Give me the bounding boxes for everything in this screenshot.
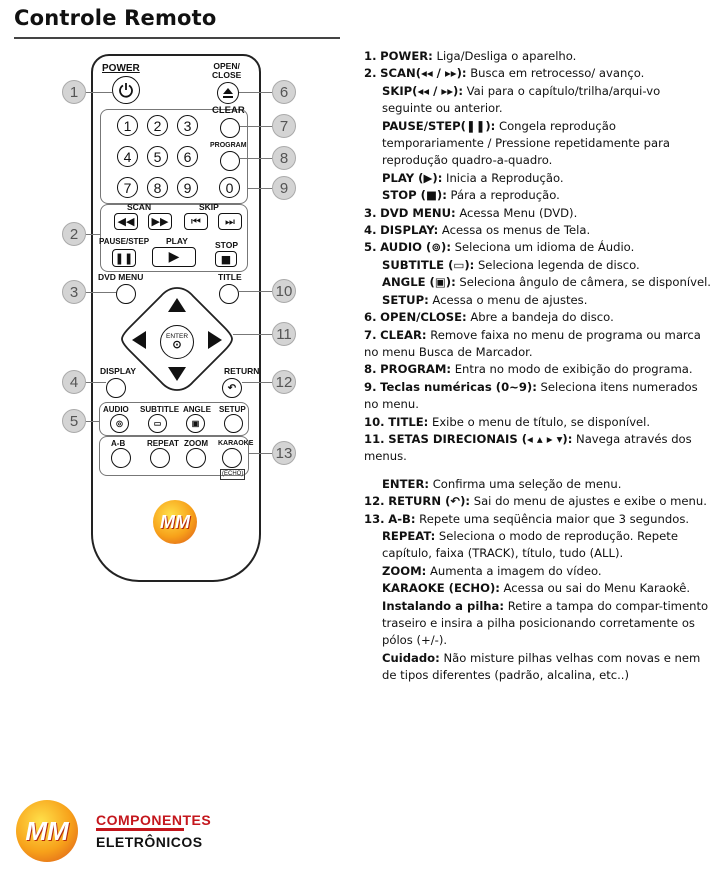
desc-item: 7. CLEAR: Remove faixa no menu de programa ou marca no menu Busca de Marcador.	[364, 327, 701, 359]
number-0-button[interactable]: 0	[219, 177, 240, 198]
desc-item: 9. Teclas numéricas (0~9): Seleciona itens numerados no menu.	[364, 379, 698, 412]
skip-previous-icon: ⏮	[191, 214, 201, 228]
desc-item: REPEAT: Seleciona o modo de reprodução. Repete capítulo, faixa (TRACK), título, tudo (ALL).	[382, 528, 678, 561]
callout-line-7	[240, 126, 272, 127]
desc-item: 2. SCAN(◂◂ / ▸▸): Busca em retrocesso/ avanço.	[364, 66, 645, 81]
stop-button[interactable]	[215, 251, 237, 267]
callout-4: 4	[62, 370, 86, 394]
arrow-down-icon	[166, 363, 188, 385]
desc-item: SUBTITLE (▭): Seleciona legenda de disco.	[382, 257, 640, 272]
desc-item: 12. RETURN (↶): Sai do menu de ajustes e exibe o menu.	[364, 494, 707, 509]
arrow-left-icon	[128, 329, 150, 351]
angle-button[interactable]	[186, 414, 205, 433]
callout-line-5	[86, 421, 99, 422]
return-button[interactable]	[222, 378, 242, 398]
desc-item: ENTER: Confirma uma seleção de menu.	[382, 476, 622, 491]
stop-icon: ■	[220, 252, 232, 266]
desc-item: SKIP(◂◂ / ▸▸): Vai para o capítulo/trilha/arqui-vo seguinte ou anterior.	[382, 83, 661, 116]
return-icon: ↶	[227, 382, 237, 394]
enter-label: ENTER	[165, 333, 189, 340]
echo-label: (ECHO)	[220, 469, 245, 480]
setup-label: SETUP	[219, 405, 246, 414]
audio-button[interactable]	[110, 414, 129, 433]
dvd-menu-label: DVD MENU	[98, 272, 144, 282]
arrow-up-icon	[166, 294, 188, 316]
brand-line-1: COMPONENTES	[96, 812, 212, 828]
number-7-button[interactable]: 7	[117, 177, 138, 198]
skip-forward-button[interactable]	[218, 213, 242, 230]
angle-label: ANGLE	[183, 405, 211, 414]
stop-label: STOP	[215, 240, 238, 250]
desc-item: 8. PROGRAM: Entra no modo de exibição do programa.	[364, 362, 693, 377]
callout-line-1	[86, 92, 112, 93]
play-label: PLAY	[166, 236, 188, 246]
descriptions-list	[364, 48, 714, 685]
program-button[interactable]	[220, 151, 240, 171]
number-6-button[interactable]: 6	[177, 146, 198, 167]
play-icon: ▶	[168, 249, 180, 265]
rewind-icon: ◀◀	[117, 215, 135, 228]
skip-next-icon: ⏭	[225, 214, 235, 228]
remote-logo: MM	[153, 500, 197, 544]
number-3-button[interactable]: 3	[177, 115, 198, 136]
desc-item: 5. AUDIO (⊚): Seleciona um idioma de Áudio.	[364, 240, 635, 255]
open-close-label: OPEN/ CLOSE	[212, 61, 242, 80]
zoom-button[interactable]	[186, 448, 206, 468]
power-button[interactable]	[112, 76, 140, 104]
desc-item: SETUP: Acessa o menu de ajustes.	[382, 292, 588, 307]
title-rule	[14, 37, 340, 39]
callout-line-8	[240, 158, 272, 159]
subtitle-button[interactable]	[148, 414, 167, 433]
desc-item: ANGLE (▣): Seleciona ângulo de câmera, se disponível.	[382, 275, 711, 290]
number-1-button[interactable]: 1	[117, 115, 138, 136]
eject-icon	[222, 87, 234, 99]
audio-icon: ◎	[116, 419, 123, 428]
callout-5: 5	[62, 409, 86, 433]
callout-12: 12	[272, 370, 296, 394]
callout-line-6	[239, 92, 272, 93]
open-close-button[interactable]	[217, 82, 239, 104]
ab-label: A-B	[111, 439, 126, 448]
skip-back-button[interactable]	[184, 213, 208, 230]
karaoke-label: KARAOKE	[218, 440, 254, 447]
arrow-left-button[interactable]	[128, 329, 150, 351]
callout-line-9	[248, 188, 272, 189]
callout-10: 10	[272, 279, 296, 303]
enter-dot-icon: ⊙	[172, 339, 182, 351]
display-button[interactable]	[106, 378, 126, 398]
desc-item: 11. SETAS DIRECIONAIS (◂ ▴ ▸ ▾): Navega através dos menus.	[364, 431, 692, 464]
audio-label: AUDIO	[103, 405, 129, 414]
arrow-right-icon	[204, 329, 226, 351]
brand-logo: MM	[16, 800, 78, 862]
brand-divider	[96, 828, 184, 831]
clear-label: CLEAR	[212, 105, 245, 116]
power-label: POWER	[102, 63, 140, 74]
scan-back-button[interactable]	[114, 213, 138, 230]
page-title: Controle Remoto	[14, 6, 217, 30]
callout-line-4	[86, 382, 106, 383]
desc-item: 4. DISPLAY: Acessa os menus de Tela.	[364, 223, 591, 238]
desc-item: STOP (■): Pára a reprodução.	[382, 188, 560, 203]
callout-7: 7	[272, 114, 296, 138]
pause-step-button[interactable]	[112, 249, 136, 267]
pause-step-label: PAUSE/STEP	[99, 237, 150, 246]
title-label: TITLE	[218, 272, 242, 282]
desc-item: PLAY (▶): Inicia a Reprodução.	[382, 170, 564, 185]
callout-line-11	[233, 334, 272, 335]
skip-label: SKIP	[199, 202, 219, 212]
desc-item: 10. TITLE: Exibe o menu de título, se disponível.	[364, 414, 651, 429]
desc-item: 1. POWER: Liga/Desliga o aparelho.	[364, 49, 577, 63]
pause-icon: ❚❚	[114, 251, 134, 265]
callout-9: 9	[272, 176, 296, 200]
zoom-label: ZOOM	[184, 439, 208, 448]
arrow-down-button[interactable]	[166, 363, 188, 385]
callout-1: 1	[62, 80, 86, 104]
callout-6: 6	[272, 80, 296, 104]
brand-line-2: ELETRÔNICOS	[96, 834, 203, 850]
number-2-button[interactable]: 2	[147, 115, 168, 136]
enter-button[interactable]	[160, 325, 194, 359]
callout-line-12	[242, 382, 272, 383]
scan-label: SCAN	[127, 202, 152, 212]
arrow-up-button[interactable]	[166, 294, 188, 316]
desc-item: ZOOM: Aumenta a imagem do vídeo.	[382, 563, 602, 578]
return-label: RETURN	[224, 366, 260, 376]
callout-3: 3	[62, 280, 86, 304]
desc-item: KARAOKE (ECHO): Acessa ou sai do Menu Karaokê.	[382, 581, 691, 596]
number-5-button[interactable]: 5	[147, 146, 168, 167]
desc-item: PAUSE/STEP(❚❚): Congela reprodução temporariamente / Pressione repetidamente para reprodução quadro-a-quadro.	[382, 118, 670, 168]
number-8-button[interactable]: 8	[147, 177, 168, 198]
subtitle-icon: ▭	[153, 419, 162, 428]
desc-item: 13. A-B: Repete uma seqüência maior que 3 segundos.	[364, 511, 690, 526]
desc-item: 6. OPEN/CLOSE: Abre a bandeja do disco.	[364, 310, 614, 325]
clear-button[interactable]	[220, 118, 240, 138]
number-9-button[interactable]: 9	[177, 177, 198, 198]
desc-item: Instalando a pilha: Retire a tampa do compar-timento traseiro e insira a pilha posicionando corretamente os pólos (+/-).	[382, 598, 709, 648]
callout-11: 11	[272, 322, 296, 346]
callout-13: 13	[272, 441, 296, 465]
arrow-right-button[interactable]	[204, 329, 226, 351]
ab-button[interactable]	[111, 448, 131, 468]
callout-line-2	[86, 234, 100, 235]
desc-item: Cuidado: Não misture pilhas velhas com novas e nem de tipos diferentes (padrão, alcalina, etc..)	[382, 650, 701, 683]
callout-2: 2	[62, 222, 86, 246]
number-4-button[interactable]: 4	[117, 146, 138, 167]
play-button[interactable]	[152, 247, 196, 267]
setup-button[interactable]	[224, 414, 243, 433]
repeat-button[interactable]	[150, 448, 170, 468]
display-label: DISPLAY	[100, 366, 137, 376]
karaoke-button[interactable]	[222, 448, 242, 468]
scan-forward-button[interactable]	[148, 213, 172, 230]
callout-8: 8	[272, 146, 296, 170]
repeat-label: REPEAT	[147, 439, 179, 448]
callout-line-13	[249, 453, 272, 454]
fast-forward-icon: ▶▶	[151, 215, 169, 228]
angle-icon: ▣	[191, 419, 200, 428]
program-label: PROGRAM	[210, 142, 247, 149]
power-icon	[118, 82, 134, 98]
callout-line-3	[86, 292, 116, 293]
subtitle-label: SUBTITLE	[140, 405, 180, 414]
callout-line-10	[239, 291, 272, 292]
desc-item: 3. DVD MENU: Acessa Menu (DVD).	[364, 205, 578, 220]
